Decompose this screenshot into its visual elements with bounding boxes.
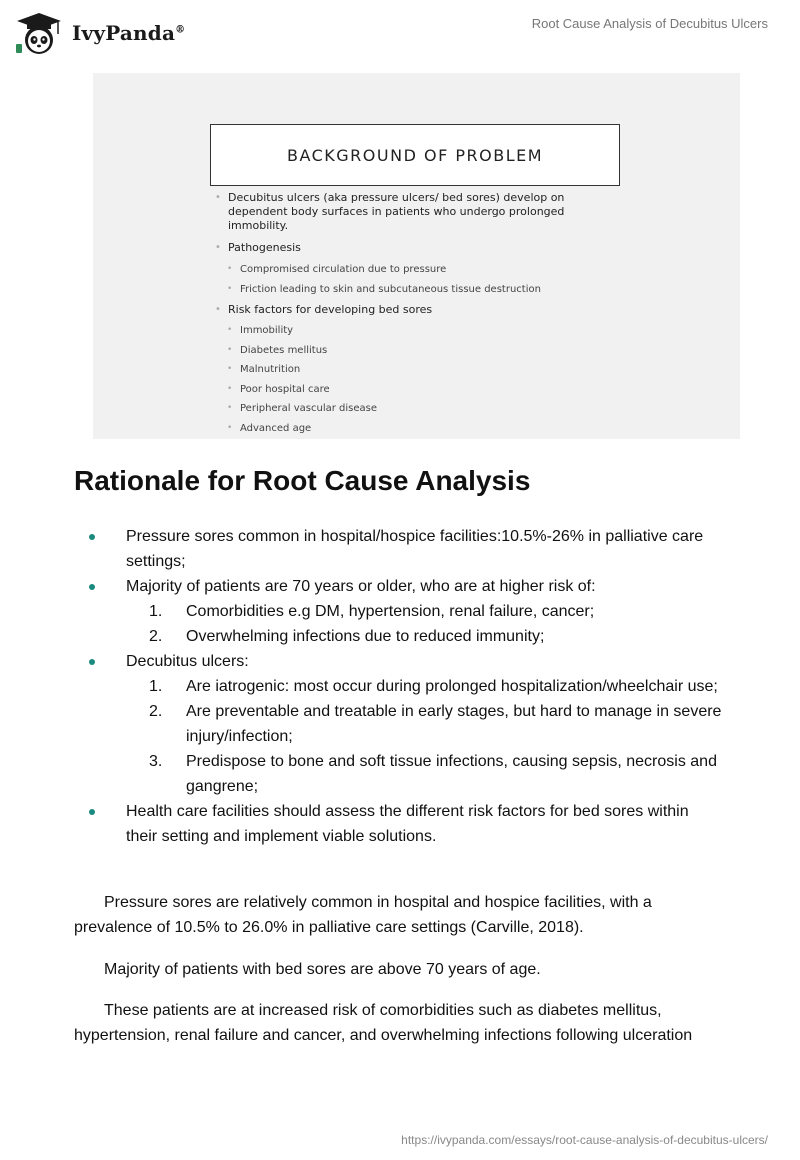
list-item: Decubitus ulcers: 1. Are iatrogenic: most occur during prolonged hospitalization/wheelchair use; 2. Are preventable and treatable in early stages, but hard to manage in severe injury/infection; 3. Predispose to bone and soft tissue infections, causing sepsis, necrosis and gangrene; [74,649,724,799]
panda-graduate-icon [14,10,64,56]
document-title: Root Cause Analysis of Decubitus Ulcers [531,16,768,31]
brand-name: IvyPanda® [72,21,186,45]
list-item: Majority of patients are 70 years or older, who are at higher risk of: 1. Comorbidities e.g DM, hypertension, renal failure, cancer; 2. Overwhelming infections due to reduced immunity; [74,574,724,649]
list-item: Pressure sores common in hospital/hospice facilities:10.5%-26% in palliative care settings; [74,524,724,574]
list-item: Health care facilities should assess the different risk factors for bed sores within their setting and implement viable solutions. [74,799,724,849]
body-paragraph: Pressure sores are relatively common in hospital and hospice facilities, with a prevalence of 10.5% to 26.0% in palliative care settings (Carville, 2018). [74,894,652,936]
slide-risk [213,303,633,317]
slide-sub-item: • Compromised circulation due to pressure [225,263,645,276]
slide-risk-list [225,324,645,435]
numbered-sublist [126,599,724,649]
slide-bullets [213,191,613,233]
sublist-item: 1. Comorbidities e.g DM, hypertension, renal failure, cancer; [149,603,595,620]
slide-bullet-risk: • Risk factors for developing bed sores [213,303,633,317]
slide-sub-item: • Malnutrition [225,363,645,376]
body-paragraph: Majority of patients with bed sores are above 70 years of age. [104,961,541,978]
sublist-item: 2. Are preventable and treatable in early stages, but hard to manage in severe injury/infection; [149,703,722,745]
slide-sub-item: • Diabetes mellitus [225,344,645,357]
section-heading: Rationale for Root Cause Analysis [74,465,531,496]
slide-bullet-pathogenesis: • Pathogenesis [213,241,633,255]
sublist-item: 3. Predispose to bone and soft tissue infections, causing sepsis, necrosis and gangrene; [149,753,717,795]
numbered-sublist [126,674,724,799]
ivypanda-logo[interactable] [14,10,194,56]
slide-image [93,73,740,439]
slide-pathogenesis-list [225,263,645,296]
slide-bullet-intro: • Decubitus ulcers (aka pressure ulcers/ bed sores) develop on dependent body surfaces in patients who undergo prolonged immobility. [213,191,613,233]
slide-title: BACKGROUND OF PROBLEM [286,145,544,165]
slide-sub-item: • Immobility [225,324,645,337]
slide-sub-item: • Advanced age [225,422,645,435]
sublist-item: 1. Are iatrogenic: most occur during prolonged hospitalization/wheelchair use; [149,678,718,695]
rationale-list [74,524,724,849]
sublist-item: 2. Overwhelming infections due to reduced immunity; [149,628,545,645]
slide-title-box [210,124,620,186]
slide-sub-item: • Peripheral vascular disease [225,402,645,415]
slide-sub-item: • Friction leading to skin and subcutaneous tissue destruction [225,283,645,296]
source-url-link[interactable]: https://ivypanda.com/essays/root-cause-analysis-of-decubitus-ulcers/ [401,1133,768,1147]
body-paragraph: These patients are at increased risk of comorbidities such as diabetes mellitus, hypertension, renal failure and cancer, and overwhelming infections following ulceration [74,1002,693,1044]
slide-pathogenesis [213,241,633,255]
slide-sub-item: • Poor hospital care [225,383,645,396]
